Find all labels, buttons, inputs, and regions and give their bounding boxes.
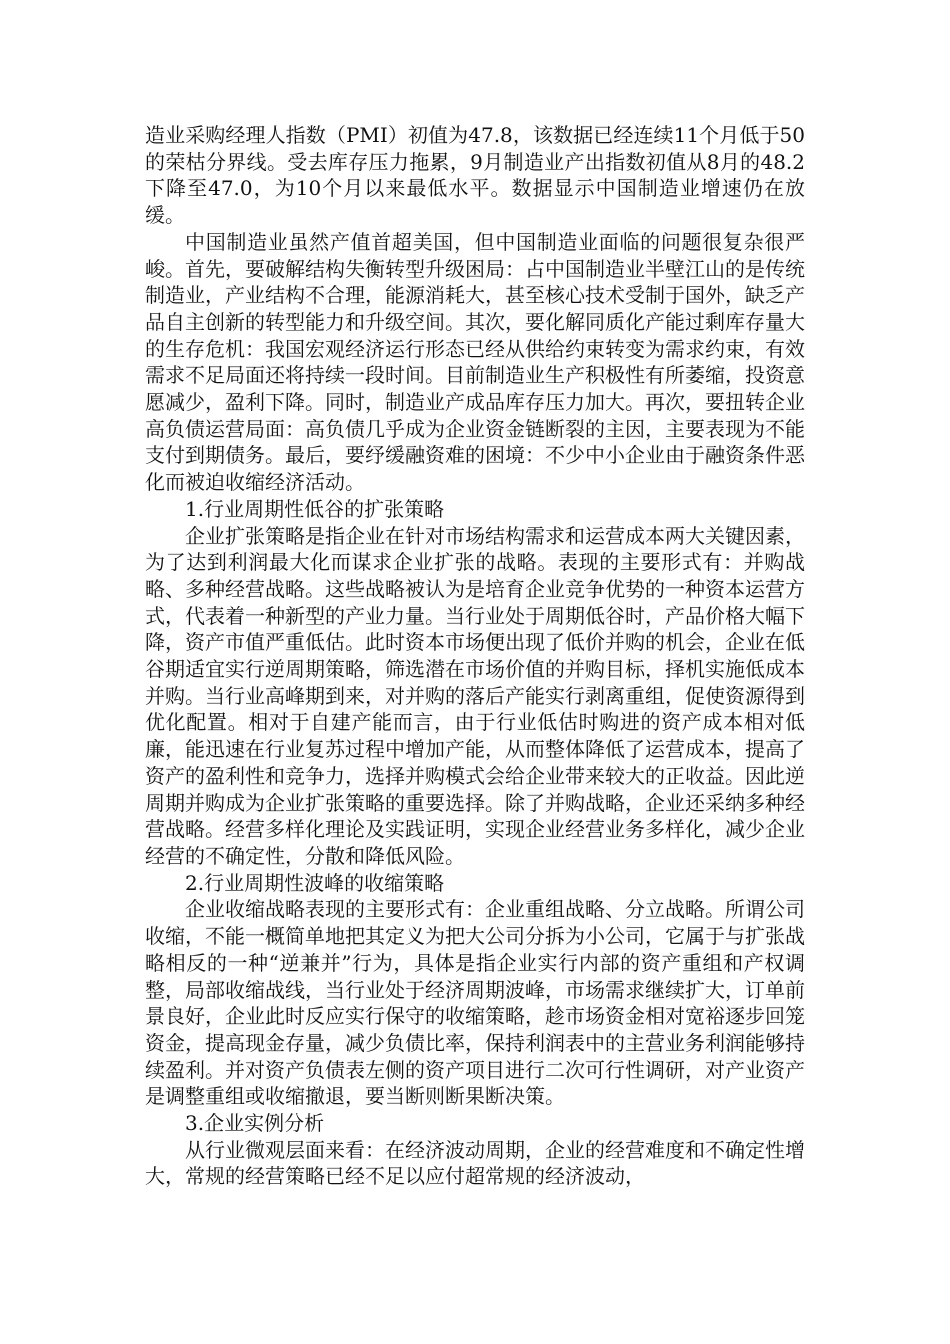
paragraph-expansion-strategy: 企业扩张策略是指企业在针对市场结构需求和运营成本两大关键因素，为了达到利润最大化而谋求企业扩张的战略。表现的主要形式有：并购战略、多种经营战略。这些战略被认为是培育企业竞争优势的一种资本运营方式，代表着一种新型的产业力量。当行业处于周期低谷时，产品价格大幅下降，资产市值严重低估。此时资本市场便出现了低价并购的机会，企业在低谷期适宜实行逆周期策略，筛选潜在市场价值的并购目标，择机实施低成本并购。当行业高峰期到来，对并购的落后产能实行剥离重组，促使资源得到优化配置。相对于自建产能而言，由于行业低估时购进的资产成本相对低廉，能迅速在行业复苏过程中增加产能，从而整体降低了运营成本，提高了资产的盈利性和竞争力，选择并购模式会给企业带来较大的正收益。因此逆周期并购成为企业扩张策略的重要选择。除了并购战略，企业还采纳多种经营战略。经营多样化理论及实践证明，实现企业经营业务多样化，减少企业经营的不确定性，分散和降低风险。 <box>145 523 805 868</box>
paragraph-intro: 造业采购经理人指数（PMI）初值为47.8，该数据已经连续11个月低于50的荣枯分界线。受去库存压力拖累，9月制造业产出指数初值从8月的48.2下降至47.0，为10个月以来最低水平。数据显示中国制造业增速仍在放缓。 <box>145 123 805 228</box>
section-heading-case-analysis: 3.企业实例分析 <box>185 1111 325 1136</box>
section-heading-expansion: 1.行业周期性低谷的扩张策略 <box>185 496 445 521</box>
paragraph-manufacturing-problems: 中国制造业虽然产值首超美国，但中国制造业面临的问题很复杂很严峻。首先，要破解结构失衡转型升级困局：占中国制造业半壁江山的是传统制造业，产业结构不合理，能源消耗大，甚至核心技术受制于国外，缺乏产品自主创新的转型能力和升级空间。其次，要化解同质化产能过剩库存量大的生存危机：我国宏观经济运行形态已经从供给约束转变为需求约束，有效需求不足局面还将持续一段时间。目前制造业生产积极性有所萎缩，投资意愿减少，盈利下降。同时，制造业产成品库存压力加大。再次，要扭转企业高负债运营局面：高负债几乎成为企业资金链断裂的主因，主要表现为不能支付到期债务。最后，要纾缓融资难的困境：不少中小企业由于融资条件恶化而被迫收缩经济活动。 <box>145 229 805 495</box>
document-page <box>145 122 805 1190</box>
section-heading-contraction: 2.行业周期性波峰的收缩策略 <box>185 870 445 895</box>
paragraph-contraction-strategy: 企业收缩战略表现的主要形式有：企业重组战略、分立战略。所谓公司收缩，不能一概简单地把其定义为把大公司分拆为小公司，它属于与扩张战略相反的一种“逆兼并”行为，具体是指企业实行内部的资产重组和产权调整，局部收缩战线，当行业处于经济周期波峰，市场需求继续扩大，订单前景良好，企业此时反应实行保守的收缩策略，趁市场资金相对宽裕逐步回笼资金，提高现金存量，减少负债比率，保持利润表中的主营业务利润能够持续盈利。并对资产负债表左侧的资产项目进行二次可行性调研，对产业资产是调整重组或收缩撤退，要当断则断果断决策。 <box>145 897 805 1109</box>
paragraph-case-analysis: 从行业微观层面来看：在经济波动周期，企业的经营难度和不确定性增大，常规的经营策略已经不足以应付超常规的经济波动， <box>145 1137 805 1189</box>
